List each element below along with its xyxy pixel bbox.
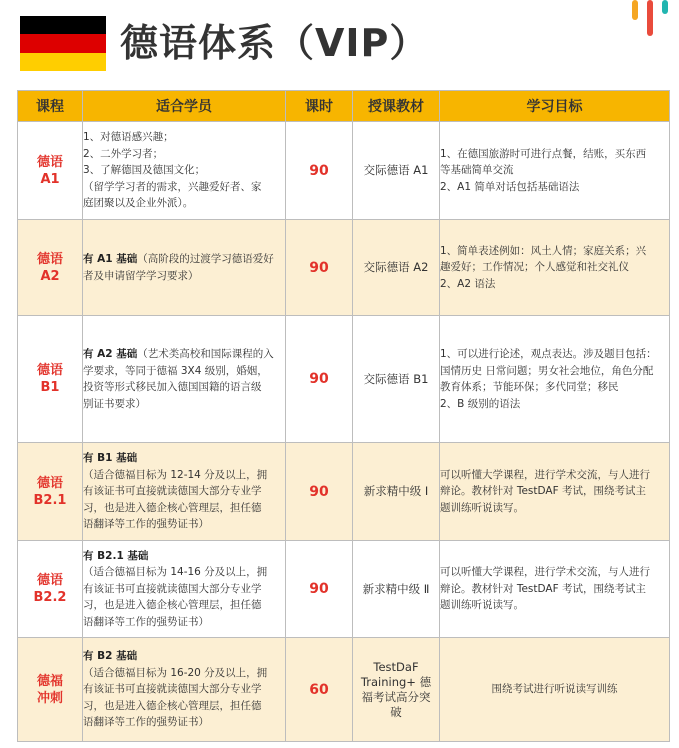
course-cell <box>18 316 83 443</box>
goal-line: 辩论。教材针对 TestDAF 考试，围绕考试主 <box>440 485 646 498</box>
material-cell <box>353 638 440 742</box>
student-line: 学要求，等同于德福 3X4 级别，婚姻， <box>83 364 268 377</box>
course-name-line: A1 <box>40 171 60 187</box>
student-line: 3、了解德国及德国文化； <box>83 164 206 177</box>
course-name-line: 德语 <box>36 363 63 378</box>
header-material: 授课教材 <box>353 91 440 122</box>
student-prerequisite: 有 A1 基础 <box>83 253 138 265</box>
student-prerequisite-line <box>83 450 285 467</box>
student-cell <box>83 443 286 541</box>
goal-cell <box>440 443 670 541</box>
hours-cell: 90 <box>286 220 353 316</box>
student-prerequisite-line <box>83 648 285 665</box>
material-line: 新求精中级 Ⅱ <box>362 581 430 596</box>
course-name-line: B1 <box>40 380 60 395</box>
material-cell <box>353 541 440 638</box>
goal-line: 2、B 级别的语法 <box>440 397 521 410</box>
header-student: 适合学员 <box>83 91 286 122</box>
student-prerequisite: 有 B1 基础 <box>83 452 138 465</box>
course-table <box>17 90 670 742</box>
header-hours: 课时 <box>286 91 353 122</box>
material-line: 福考试高分突 <box>361 689 431 704</box>
goal-line: 题训练听说读写。 <box>440 599 524 612</box>
logo-bar-teal <box>662 0 668 14</box>
table-row <box>18 443 670 541</box>
course-name-line: 德语 <box>36 251 63 267</box>
goal-line: 等基础简单交流 <box>440 164 514 177</box>
student-line: （适合德福目标为 16-20 分及以上，拥 <box>83 666 268 679</box>
goal-line: 趣爱好；工作情况；个人感觉和社交礼仪 <box>440 261 629 274</box>
course-name-line: 德福 <box>36 673 63 689</box>
hours-cell: 90 <box>286 541 353 638</box>
goal-line: 可以听懂大学课程，进行学术交流，与人进行 <box>440 468 650 481</box>
goal-line: 题训练听说读写。 <box>440 501 524 514</box>
page-title: 德语体系（VIP） <box>120 21 429 65</box>
student-line <box>83 346 285 363</box>
course-cell <box>18 220 83 316</box>
student-line: 1、对德语感兴趣； <box>83 131 174 144</box>
table-row <box>18 316 670 443</box>
student-line: 语翻译等工作的强势证书） <box>83 716 209 729</box>
student-cell <box>83 638 286 742</box>
hours-cell: 90 <box>286 122 353 220</box>
student-line-text: （高阶段的过渡学习德语爱好 <box>137 253 274 265</box>
course-cell <box>18 443 83 541</box>
page-header <box>0 0 679 90</box>
goal-line: 2、A1 简单对话包括基础语法 <box>440 180 580 193</box>
material-line: 新求精中级 Ⅰ <box>363 484 429 498</box>
student-line: 投资等形式移民加入德国国籍的语言级 <box>83 381 262 393</box>
goal-line: 可以听懂大学课程，进行学术交流，与人进行 <box>440 566 650 579</box>
goal-line: 教育体系；节能环保；多代同堂；移民 <box>440 381 619 393</box>
student-line: （适合德福目标为 12-14 分及以上，拥 <box>83 468 268 481</box>
student-line: 有该证书可直接就读德国大部分专业学 <box>83 485 262 498</box>
student-line <box>83 251 285 268</box>
hours-cell: 90 <box>286 443 353 541</box>
goal-cell <box>440 541 670 638</box>
student-prerequisite: 有 A2 基础 <box>83 348 138 360</box>
material-line: TestDaF <box>373 659 419 674</box>
course-cell <box>18 122 83 220</box>
material-cell <box>353 122 440 220</box>
header-course: 课程 <box>18 91 83 122</box>
hours-cell: 90 <box>286 316 353 443</box>
course-name-line: B2.2 <box>33 590 67 605</box>
student-cell <box>83 122 286 220</box>
student-line: 习，也是进入德企核心管理层，担任德 <box>83 501 262 514</box>
course-name-line: 冲刺 <box>36 690 63 706</box>
material-cell <box>353 316 440 443</box>
table-row <box>18 220 670 316</box>
goal-line: 2、A2 语法 <box>440 277 496 290</box>
goal-line: 国情历史 日常问题；男女社会地位，角色分配 <box>440 364 654 377</box>
flag-stripe-gold <box>20 53 106 71</box>
material-line: 交际德语 A1 <box>363 163 429 177</box>
student-line: 庭团聚以及企业外派）。 <box>83 197 194 210</box>
course-name-line: 德语 <box>36 573 63 588</box>
table-row <box>18 541 670 638</box>
student-line: 习，也是进入德企核心管理层，担任德 <box>83 699 262 712</box>
material-cell <box>353 220 440 316</box>
material-line: 交际德语 B1 <box>363 371 429 386</box>
student-line: 习，也是进入德企核心管理层，担任德 <box>83 599 262 612</box>
student-line: （留学学习者的需求，兴趣爱好者、家 <box>83 180 262 193</box>
student-prerequisite: 有 B2 基础 <box>83 650 138 663</box>
goal-cell <box>440 638 670 742</box>
material-cell <box>353 443 440 541</box>
header-goal: 学习目标 <box>440 91 670 122</box>
student-prerequisite-line <box>83 548 285 565</box>
goal-cell <box>440 316 670 443</box>
student-line: 有该证书可直接就读德国大部分专业学 <box>83 683 262 696</box>
flag-stripe-black <box>20 16 106 34</box>
goal-cell <box>440 122 670 220</box>
student-line: 语翻译等工作的强势证书） <box>83 615 209 628</box>
goal-line: 1、简单表述例如：风土人情；家庭关系；兴 <box>440 244 647 257</box>
student-line-text: （艺术类高校和国际课程的入 <box>137 348 274 360</box>
flag-stripe-red <box>20 34 106 52</box>
hours-cell: 60 <box>286 638 353 742</box>
course-cell <box>18 638 83 742</box>
germany-flag-icon <box>20 16 106 71</box>
student-cell <box>83 541 286 638</box>
goal-line: 围绕考试进行听说读写训练 <box>491 683 618 696</box>
student-prerequisite: 有 B2.1 基础 <box>83 549 149 562</box>
goal-cell <box>440 220 670 316</box>
student-line: 有该证书可直接就读德国大部分专业学 <box>83 582 262 595</box>
table-row <box>18 122 670 220</box>
student-cell <box>83 316 286 443</box>
logo-bar-red <box>647 0 653 36</box>
brand-logo-icon <box>628 0 672 36</box>
student-line: 2、二外学习者； <box>83 147 164 160</box>
student-line: （适合德福目标为 14-16 分及以上，拥 <box>83 566 268 579</box>
student-line: 者及申请留学学习要求） <box>83 269 199 282</box>
table-row <box>18 638 670 742</box>
course-name-line: B2.1 <box>33 492 67 508</box>
course-name-line: A2 <box>40 268 60 284</box>
table-header-row <box>18 91 670 122</box>
course-cell <box>18 541 83 638</box>
student-line: 别证书要求） <box>83 397 146 410</box>
material-line: 交际德语 A2 <box>363 260 429 274</box>
logo-bar-orange <box>632 0 638 20</box>
course-name-line: 德语 <box>36 154 63 170</box>
goal-line: 1、在德国旅游时可进行点餐，结账，买东西 <box>440 147 647 160</box>
material-line: 破 <box>390 704 402 719</box>
goal-line: 1、可以进行论述，观点表达。涉及题目包括： <box>440 348 657 360</box>
course-name-line: 德语 <box>36 475 63 491</box>
material-line: Training+ 德 <box>360 674 432 689</box>
goal-line: 辩论。教材针对 TestDAF 考试，围绕考试主 <box>440 582 646 595</box>
student-line: 语翻译等工作的强势证书） <box>83 518 209 531</box>
student-cell <box>83 220 286 316</box>
